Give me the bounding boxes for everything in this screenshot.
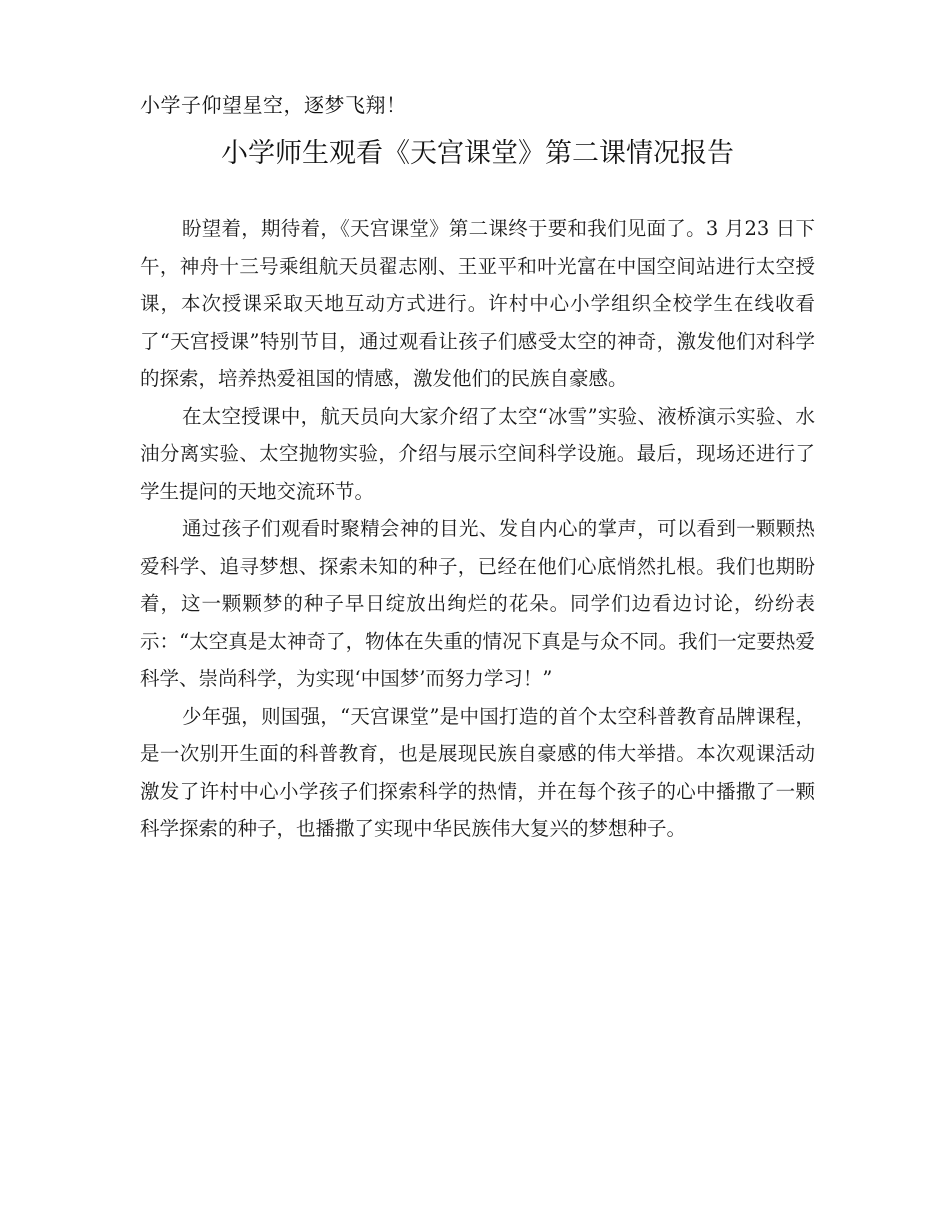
paragraph-3: 通过孩子们观看时聚精会神的目光、发自内心的掌声，可以看到一颗颗热爱科学、追寻梦想、探索未知的种子，已经在他们心底悄然扎根。我们也期盼着，这一颗颗梦的种子早日绽放出绚烂的花朵。同学们边看边讨论，纷纷表示：“太空真是太神奇了，物体在失重的情况下真是与众不同。我们一定要热爱科学、崇尚科学，为实现‘中国梦’而努力学习！” xyxy=(140,517,815,690)
paragraph-2: 在太空授课中，航天员向大家介绍了太空“冰雪”实验、液桥演示实验、水油分离实验、太空抛物实验，介绍与展示空间科学设施。最后，现场还进行了学生提问的天地交流环节。 xyxy=(140,404,815,503)
paragraph-4: 少年强，则国强，“天宫课堂”是中国打造的首个太空科普教育品牌课程，是一次别开生面的科普教育，也是展现民族自豪感的伟大举措。本次观课活动激发了许村中心小学孩子们探索科学的热情，并在每个孩子的心中播撒了一颗科学探索的种子，也播撒了实现中华民族伟大复兴的梦想种子。 xyxy=(140,704,815,840)
paragraph-1: 盼望着，期待着，《天宫课堂》第二课终于要和我们见面了。3 月23 日下午，神舟十三号乘组航天员翟志刚、王亚平和叶光富在中国空间站进行太空授课，本次授课采取天地互动方式进行。许村中心小学组织全校学生在线收看了“天宫授课”特别节目，通过观看让孩子们感受太空的神奇，激发他们对科学的探索，培养热爱祖国的情感，激发他们的民族自豪感。 xyxy=(140,217,815,390)
document-kicker: 小学子仰望星空，逐梦飞翔！ xyxy=(140,93,407,117)
document-body xyxy=(140,210,815,848)
document-title: 小学师生观看《天宫课堂》第二课情况报告 xyxy=(221,138,734,169)
